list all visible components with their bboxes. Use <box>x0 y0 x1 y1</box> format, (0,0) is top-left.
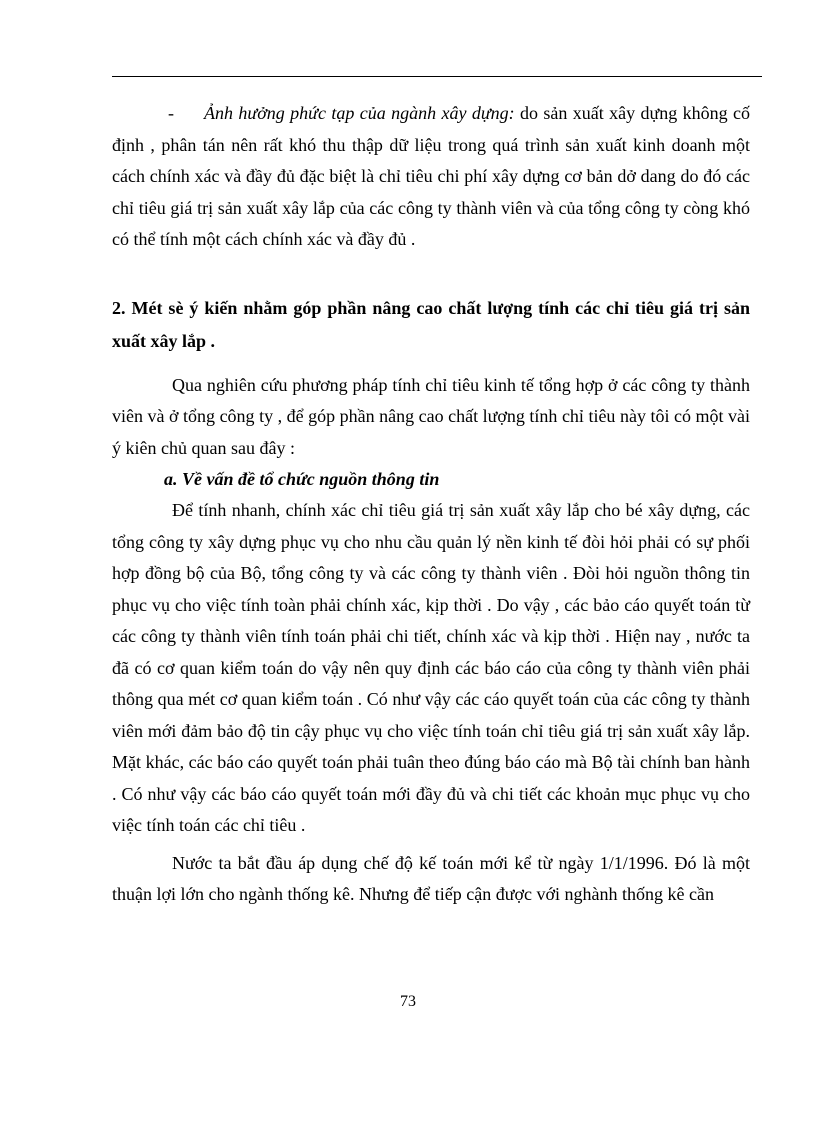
section-heading: 2. Mét sè ý kiến nhằm góp phần nâng cao chất lượng tính các chỉ tiêu giá trị sản xuất xây lắp . <box>112 297 750 351</box>
bullet-lead: Ảnh hưởng phức tạp của ngành xây dựng: <box>204 103 515 123</box>
page-content <box>112 98 750 911</box>
page-number: 73 <box>400 993 416 1010</box>
bullet-paragraph <box>112 98 750 256</box>
bullet-marker: - <box>168 103 174 123</box>
body-paragraph-1: Để tính nhanh, chính xác chỉ tiêu giá trị sản xuất xây lắp cho bé xây dựng, các tổng công ty xây dựng phục vụ cho nhu cầu quản lý nền kinh tế đòi hỏi phải có sự phối hợp đồng bộ của Bộ, tổng công ty và các công ty thành viên . Đòi hỏi nguồn thông tin phục vụ cho việc tính toàn phải chính xác, kịp thời . Do vậy , các bảo cáo quyết toán từ các công ty thành viên tính toán phải chi tiết, chính xác và kịp thời . Hiện nay , nước ta đã có cơ quan kiểm toán do vậy nên quy định các báo cáo của công ty thành viên phải thông qua mét cơ quan kiểm toán . Có như vậy các cáo quyết toán của các công ty thành viên mới đảm bảo độ tin cậy phục vụ cho việc tính toán chỉ tiêu giá trị sản xuất xây lắp. Mặt khác, các báo cáo quyết toán phải tuân theo đúng báo cáo mà Bộ tài chính ban hành . Có như vậy các báo cáo quyết toán mới đầy đủ và chi tiết các khoản mục phục vụ cho việc tính toán các chỉ tiêu . <box>112 500 750 835</box>
subsection-heading: a. Về vấn đề tổ chức nguồn thông tin <box>164 469 440 489</box>
header-rule <box>112 76 762 77</box>
intro-paragraph: Qua nghiên cứu phương pháp tính chỉ tiêu kinh tế tổng hợp ở các công ty thành viên và ở tổng công ty , để góp phần nâng cao chất lượng tính chỉ tiêu này tôi có một vài ý kiên chủ quan sau đây : <box>112 374 750 458</box>
body-paragraph-2: Nước ta bắt đầu áp dụng chế độ kế toán mới kể từ ngày 1/1/1996. Đó là một thuận lợi lớn cho ngành thống kê. Nhưng để tiếp cận được với nghành thống kê cần <box>112 852 750 904</box>
bullet-text: do sản xuất xây dựng không cố định , phân tán nên rất khó thu thập dữ liệu trong quá trình sản xuất kinh doanh một cách chính xác và đầy đủ đặc biệt là chỉ tiêu chi phí xây dựng cơ bản dở dang do đó các chỉ tiêu giá trị sản xuất xây lắp của các công ty thành viên và của tổng công ty còng khó có thể tính một cách chính xác và đầy đủ . <box>112 103 750 249</box>
